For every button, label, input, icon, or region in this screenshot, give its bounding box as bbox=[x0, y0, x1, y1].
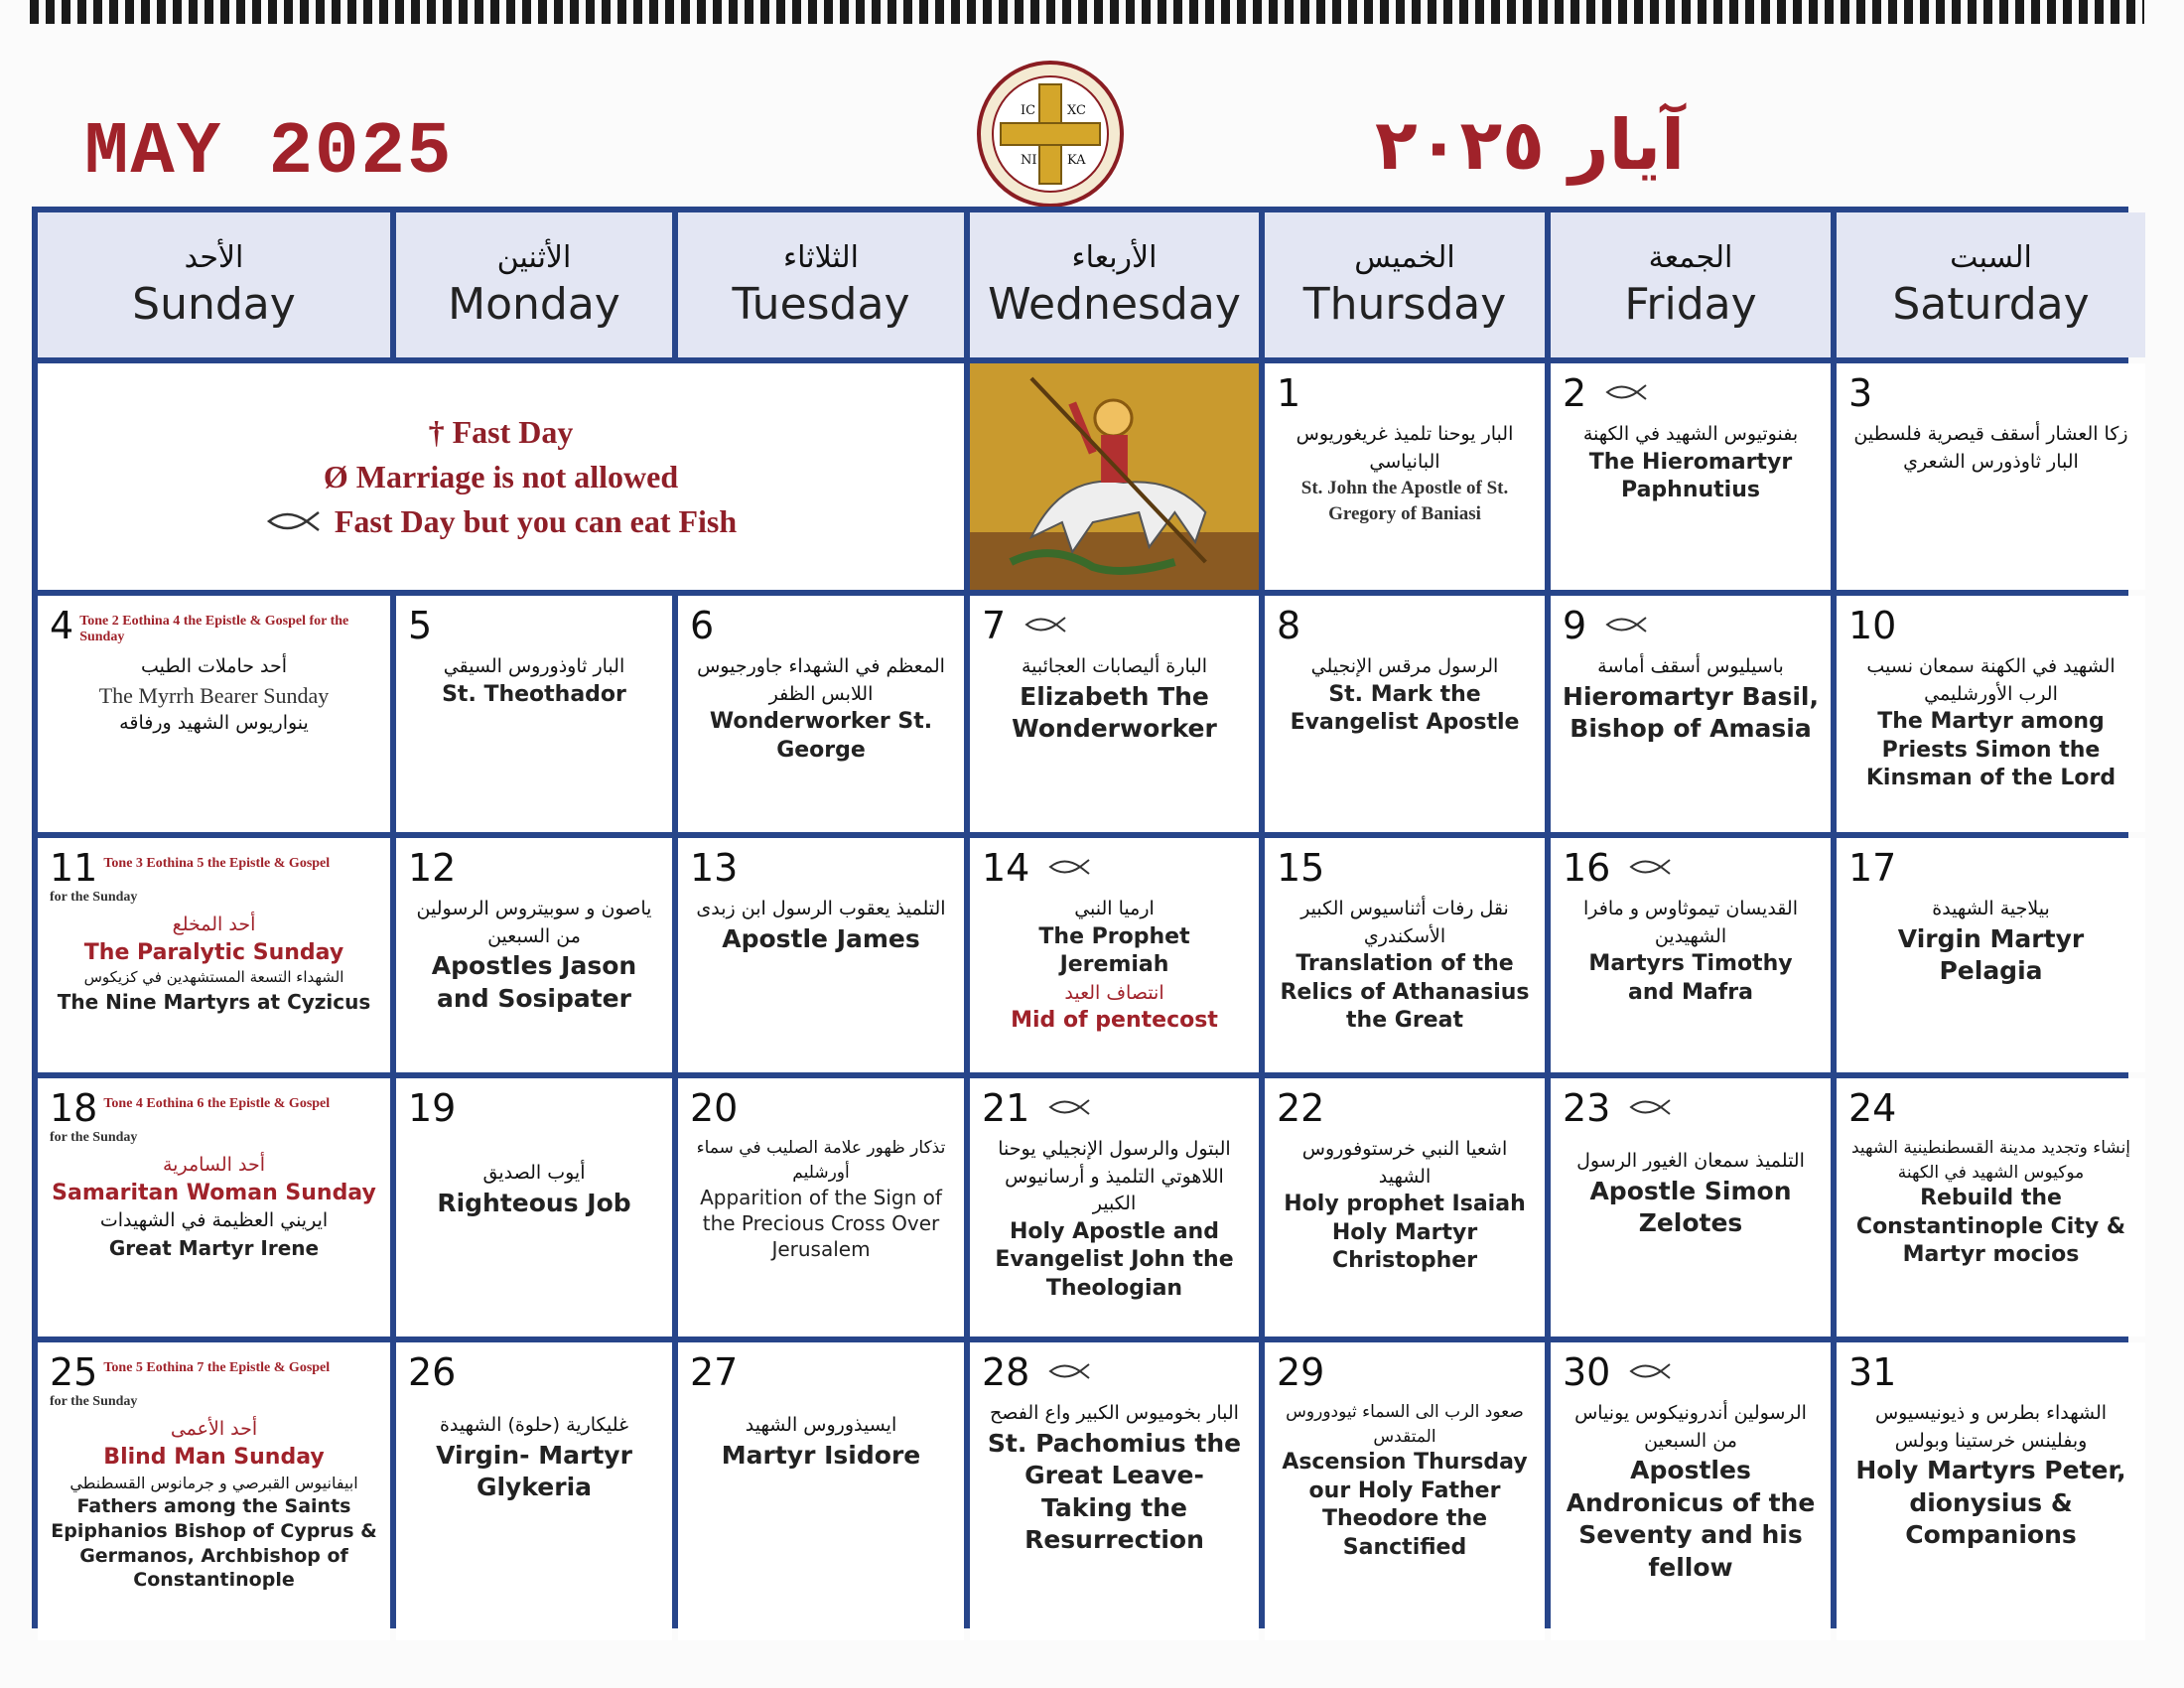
tone-note: Tone 2 Eothina 4 the Epistle & Gospel for the Sunday bbox=[79, 614, 349, 644]
saint-ar: ايريني العظيمة في الشهيدات bbox=[99, 1209, 329, 1232]
day-name-en: Wednesday bbox=[988, 279, 1241, 330]
saint-ar: غليكارية (حلوة) الشهيدة bbox=[439, 1414, 629, 1436]
feast-en: The Paralytic Sunday bbox=[83, 939, 344, 965]
day-number: 8 bbox=[1277, 604, 1301, 647]
saint-en: Elizabeth The Wonderworker bbox=[1012, 681, 1217, 744]
saint-ar: ياصون و سوبيتروس الرسولين من السبعين bbox=[416, 898, 652, 947]
day-cell-1[interactable] bbox=[1265, 363, 1545, 590]
day-name-en: Saturday bbox=[1892, 279, 2090, 330]
calendar-spiral-binding bbox=[30, 0, 2144, 30]
saint-en: The Martyr among Priests Simon the Kinsman of the Lord bbox=[1865, 709, 2116, 791]
day-cell-13[interactable] bbox=[678, 838, 964, 1072]
day-number: 25 bbox=[50, 1350, 98, 1394]
legend-fish-text: Fast Day but you can eat Fish bbox=[334, 502, 738, 539]
day-number: 3 bbox=[1848, 371, 1873, 415]
saint-ar: القديسان تيموثاوس و مافرا الشهيدين bbox=[1582, 898, 1798, 947]
day-name-ar: الأحد bbox=[184, 240, 244, 275]
month-title-ar: آيار ٢٠٢٥ bbox=[1375, 104, 1686, 186]
day-header-friday bbox=[1551, 212, 1831, 357]
day-name-en: Monday bbox=[448, 279, 620, 330]
day-cell-26[interactable] bbox=[396, 1342, 672, 1640]
day-cell-21[interactable] bbox=[970, 1078, 1259, 1336]
feast-en: Mid of pentecost bbox=[1011, 1008, 1218, 1034]
saint-ar: التلميذ يعقوب الرسول ابن زبدى bbox=[696, 898, 946, 919]
fish-icon bbox=[1604, 614, 1648, 635]
day-number: 16 bbox=[1563, 846, 1611, 890]
day-name-en: Sunday bbox=[132, 279, 296, 330]
day-header-thursday bbox=[1265, 212, 1545, 357]
saint-ar: الشهداء التسعة المستشهدين في كزيكوس bbox=[83, 968, 344, 987]
legend-fast-day: † Fast Day bbox=[428, 413, 574, 450]
feast-en: Blind Man Sunday bbox=[103, 1444, 325, 1470]
day-cell-28[interactable] bbox=[970, 1342, 1259, 1640]
svg-text:XC: XC bbox=[1067, 103, 1086, 118]
calendar-grid bbox=[32, 207, 2131, 1628]
day-header-monday bbox=[396, 212, 672, 357]
day-name-en: Tuesday bbox=[732, 279, 910, 330]
day-number: 31 bbox=[1848, 1350, 1897, 1394]
day-cell-25[interactable] bbox=[38, 1342, 390, 1640]
tone-note-cont: for the Sunday bbox=[50, 1130, 138, 1145]
day-cell-9[interactable] bbox=[1551, 596, 1831, 832]
saint-en: Martyrs Timothy and Mafra bbox=[1588, 951, 1793, 1005]
day-header-tuesday bbox=[678, 212, 964, 357]
saint-ar: إنشاء وتجديد مدينة القسطنطينية الشهيد موكيوس الشهيد في الكهنة bbox=[1850, 1138, 2131, 1183]
day-number: 10 bbox=[1848, 604, 1897, 647]
fish-icon bbox=[1047, 1360, 1091, 1382]
saint-en: Apostles Jason and Sosipater bbox=[431, 951, 637, 1013]
svg-text:IC: IC bbox=[1021, 103, 1036, 118]
st-george-icon bbox=[970, 363, 1259, 590]
day-cell-29[interactable] bbox=[1265, 1342, 1545, 1640]
day-cell-10[interactable] bbox=[1837, 596, 2145, 832]
saint-en: Holy Martyrs Peter, dionysius & Companions bbox=[1855, 1456, 2126, 1550]
day-name-ar: الخميس bbox=[1354, 240, 1455, 275]
day-cell-7[interactable] bbox=[970, 596, 1259, 832]
fish-icon bbox=[1024, 614, 1067, 635]
day-cell-2[interactable] bbox=[1551, 363, 1831, 590]
day-cell-16[interactable] bbox=[1551, 838, 1831, 1072]
day-number: 11 bbox=[50, 846, 98, 890]
saint-ar: تذكار ظهور علامة الصليب في سماء أورشليم bbox=[696, 1138, 946, 1183]
tone-note-cont: for the Sunday bbox=[50, 890, 138, 905]
feast-ar: أحد المخلع bbox=[172, 914, 256, 935]
legend-no-marriage: Ø Marriage is not allowed bbox=[323, 458, 679, 494]
feast-ar: انتصاف العيد bbox=[1064, 981, 1164, 1004]
day-header-saturday bbox=[1837, 212, 2145, 357]
day-number: 18 bbox=[50, 1086, 98, 1130]
saint-en: Virgin- Martyr Glykeria bbox=[436, 1440, 632, 1502]
day-name-ar: الجمعة bbox=[1648, 240, 1733, 275]
saint-ar: الرسول مرقس الإنجيلي bbox=[1310, 655, 1499, 677]
feast-en: Samaritan Woman Sunday bbox=[52, 1180, 376, 1205]
saint-ar: الرسولين أندرونيكوس يونياس من السبعين bbox=[1574, 1402, 1807, 1452]
fish-icon bbox=[1628, 856, 1672, 878]
saint-en: St. Mark the Evangelist Apostle bbox=[1290, 681, 1520, 736]
day-cell-27[interactable] bbox=[678, 1342, 964, 1640]
tone-note: Tone 4 Eothina 6 the Epistle & Gospel bbox=[103, 1096, 331, 1111]
saint-en: Rebuild the Constantinople City & Martyr mocios bbox=[1855, 1186, 2126, 1268]
saint-ar: أيوب الصديق bbox=[482, 1162, 586, 1184]
day-cell-24[interactable] bbox=[1837, 1078, 2145, 1336]
day-number: 29 bbox=[1277, 1350, 1325, 1394]
saint-ar: صعود الرب الى السماء ثيودوروس المتقدس bbox=[1286, 1402, 1524, 1447]
saint-ar: البتول والرسول الإنجيلي يوحنا اللاهوتي التلميذ و أرسانيوس الكبير bbox=[998, 1138, 1231, 1215]
saint-en: Great Martyr Irene bbox=[108, 1235, 320, 1260]
day-number: 6 bbox=[690, 604, 715, 647]
fish-icon bbox=[1628, 1096, 1672, 1118]
saint-ar: باسيليوس أسقف أماسة bbox=[1597, 655, 1784, 677]
day-cell-23[interactable] bbox=[1551, 1078, 1831, 1336]
day-number: 28 bbox=[982, 1350, 1030, 1394]
day-cell-5[interactable] bbox=[396, 596, 672, 832]
fish-icon bbox=[265, 507, 321, 535]
fish-icon bbox=[1047, 856, 1091, 878]
day-cell-3[interactable] bbox=[1837, 363, 2145, 590]
day-cell-20[interactable] bbox=[678, 1078, 964, 1336]
saint-ar: البار ثاوذوروس السيقي bbox=[443, 655, 625, 677]
day-number: 30 bbox=[1563, 1350, 1611, 1394]
saint-ar: البارة أليصابات العجائبية bbox=[1021, 655, 1208, 677]
saint-ar: اشعيا النبي خرستوفوروس الشهيد bbox=[1301, 1138, 1508, 1188]
saint-en: Wonderworker St. George bbox=[709, 709, 933, 763]
fish-icon bbox=[1047, 1096, 1091, 1118]
day-number: 26 bbox=[408, 1350, 457, 1394]
saint-ar: ارميا النبي bbox=[1074, 898, 1155, 919]
day-name-ar: الأثنين bbox=[496, 240, 572, 275]
day-number: 27 bbox=[690, 1350, 739, 1394]
saint-en: Holy Apostle and Evangelist John the Theologian bbox=[995, 1218, 1234, 1301]
patriarchate-emblem-icon bbox=[976, 60, 1125, 209]
day-cell-8[interactable] bbox=[1265, 596, 1545, 832]
day-number: 20 bbox=[690, 1086, 739, 1130]
fish-icon bbox=[1604, 381, 1648, 403]
day-header-sunday bbox=[38, 212, 390, 357]
saint-ar: زكا العشار أسقف قيصرية فلسطين البار ثاوذورس الشعري bbox=[1853, 423, 2128, 473]
saint-en: Apostles Andronicus of the Seventy and his fellow bbox=[1566, 1456, 1816, 1582]
saint-en: St. Theothador bbox=[442, 681, 626, 707]
svg-text:NI: NI bbox=[1021, 153, 1037, 168]
day-name-en: Friday bbox=[1624, 279, 1757, 330]
day-cell-30[interactable] bbox=[1551, 1342, 1831, 1640]
saint-ar: نقل رفات أثناسيوس الكبير الأسكندري bbox=[1300, 898, 1509, 947]
day-cell-22[interactable] bbox=[1265, 1078, 1545, 1336]
saint-ar: ينواريوس الشهيد ورفاقه bbox=[119, 712, 309, 735]
day-cell-17[interactable] bbox=[1837, 838, 2145, 1072]
day-number: 2 bbox=[1563, 371, 1587, 415]
day-name-ar: الثلاثاء bbox=[782, 240, 860, 275]
day-number: 1 bbox=[1277, 371, 1301, 415]
saint-ar: بفنوتيوس الشهيد في الكهنة bbox=[1582, 423, 1799, 445]
saint-en: The Hieromartyr Paphnutius bbox=[1588, 449, 1793, 503]
day-name-ar: السبت bbox=[1950, 240, 2032, 275]
saint-ar: ابيفانيوس القبرصي و جرمانوس القسطنطي bbox=[69, 1474, 358, 1493]
day-cell-31[interactable] bbox=[1837, 1342, 2145, 1640]
saint-ar: الشهداء بطرس و ذيونيسيوس وبفلينس خرستينا وبولس bbox=[1874, 1402, 2108, 1452]
tone-note: Tone 3 Eothina 5 the Epistle & Gospel bbox=[103, 856, 331, 871]
saint-en: The Nine Martyrs at Cyzicus bbox=[57, 989, 371, 1014]
day-cell-14[interactable] bbox=[970, 838, 1259, 1072]
saint-ar: الشهيد في الكهنة سمعان نسيب الرب الأورشليمي bbox=[1866, 655, 2116, 705]
day-number: 17 bbox=[1848, 846, 1897, 890]
saint-en: Hieromartyr Basil, Bishop of Amasia bbox=[1563, 681, 1819, 744]
fasting-legend bbox=[38, 363, 964, 590]
day-number: 12 bbox=[408, 846, 457, 890]
saint-en: Ascension Thursday our Holy Father Theodore the Sanctified bbox=[1282, 1450, 1528, 1561]
st-george-icon-cell bbox=[970, 363, 1259, 590]
day-number: 4 bbox=[50, 604, 74, 647]
month-title-en: MAY 2025 bbox=[84, 111, 454, 195]
feast-ar: أحد حاملات الطيب bbox=[140, 655, 288, 677]
feast-ar: أحد السامرية bbox=[163, 1154, 265, 1176]
saint-en: Holy prophet Isaiah Holy Martyr Christopher bbox=[1284, 1192, 1526, 1274]
saint-en: St. John the Apostle of St. Gregory of Baniasi bbox=[1300, 478, 1509, 524]
day-cell-4[interactable] bbox=[38, 596, 390, 832]
day-cell-11[interactable] bbox=[38, 838, 390, 1072]
day-number: 15 bbox=[1277, 846, 1325, 890]
day-number: 13 bbox=[690, 846, 739, 890]
fish-icon bbox=[1628, 1360, 1672, 1382]
day-cell-6[interactable] bbox=[678, 596, 964, 832]
saint-ar: المعظم في الشهداء جاورجيوس اللابس الظفر bbox=[697, 655, 945, 705]
day-number: 5 bbox=[408, 604, 433, 647]
saint-en: The Prophet Jeremiah bbox=[1038, 923, 1190, 978]
day-header-wednesday bbox=[970, 212, 1259, 357]
day-cell-15[interactable] bbox=[1265, 838, 1545, 1072]
day-number: 9 bbox=[1563, 604, 1587, 647]
tone-note-cont: for the Sunday bbox=[50, 1394, 138, 1409]
saint-en: Martyr Isidore bbox=[721, 1440, 921, 1470]
saint-ar: ايسيذوروس الشهيد bbox=[745, 1414, 897, 1436]
day-number: 23 bbox=[1563, 1086, 1611, 1130]
saint-en: Apparition of the Sign of the Precious Cross Over Jerusalem bbox=[700, 1186, 942, 1262]
saint-en: Translation of the Relics of Athanasius the Great bbox=[1280, 951, 1530, 1034]
day-number: 21 bbox=[982, 1086, 1030, 1130]
day-cell-18[interactable] bbox=[38, 1078, 390, 1336]
day-number: 19 bbox=[408, 1086, 457, 1130]
saint-en: Apostle James bbox=[722, 923, 920, 953]
saint-ar: بيلاجية الشهيدة bbox=[1932, 898, 2050, 919]
feast-ar: أحد الأعمى bbox=[170, 1418, 258, 1440]
saint-en: Fathers among the Saints Epiphanios Bishop of Cyprus & Germanos, Archbishop of Constantinople bbox=[51, 1495, 377, 1592]
svg-text:KA: KA bbox=[1067, 153, 1086, 168]
day-name-ar: الأربعاء bbox=[1071, 240, 1158, 275]
saint-ar: البار بخوميوس الكبير واع الفصح bbox=[990, 1402, 1239, 1424]
saint-en: St. Pachomius the Great Leave-Taking the Resurrection bbox=[987, 1428, 1242, 1555]
saint-en: Virgin Martyr Pelagia bbox=[1897, 923, 2085, 986]
saint-ar: البار يوحنا تلميذ غريغوريوس البانياسي bbox=[1296, 423, 1514, 473]
day-number: 22 bbox=[1277, 1086, 1325, 1130]
saint-en: Apostle Simon Zelotes bbox=[1589, 1176, 1792, 1238]
feast-en: The Myrrh Bearer Sunday bbox=[98, 682, 330, 708]
day-name-en: Thursday bbox=[1302, 279, 1507, 330]
legend-fish-row bbox=[265, 503, 737, 540]
day-number: 14 bbox=[982, 846, 1030, 890]
saint-ar: التلميذ سمعان الغيور الرسول bbox=[1576, 1150, 1805, 1172]
day-number: 24 bbox=[1848, 1086, 1897, 1130]
day-cell-12[interactable] bbox=[396, 838, 672, 1072]
tone-note: Tone 5 Eothina 7 the Epistle & Gospel bbox=[103, 1360, 331, 1375]
day-number: 7 bbox=[982, 604, 1007, 647]
saint-en: Righteous Job bbox=[437, 1188, 631, 1217]
day-cell-19[interactable] bbox=[396, 1078, 672, 1336]
